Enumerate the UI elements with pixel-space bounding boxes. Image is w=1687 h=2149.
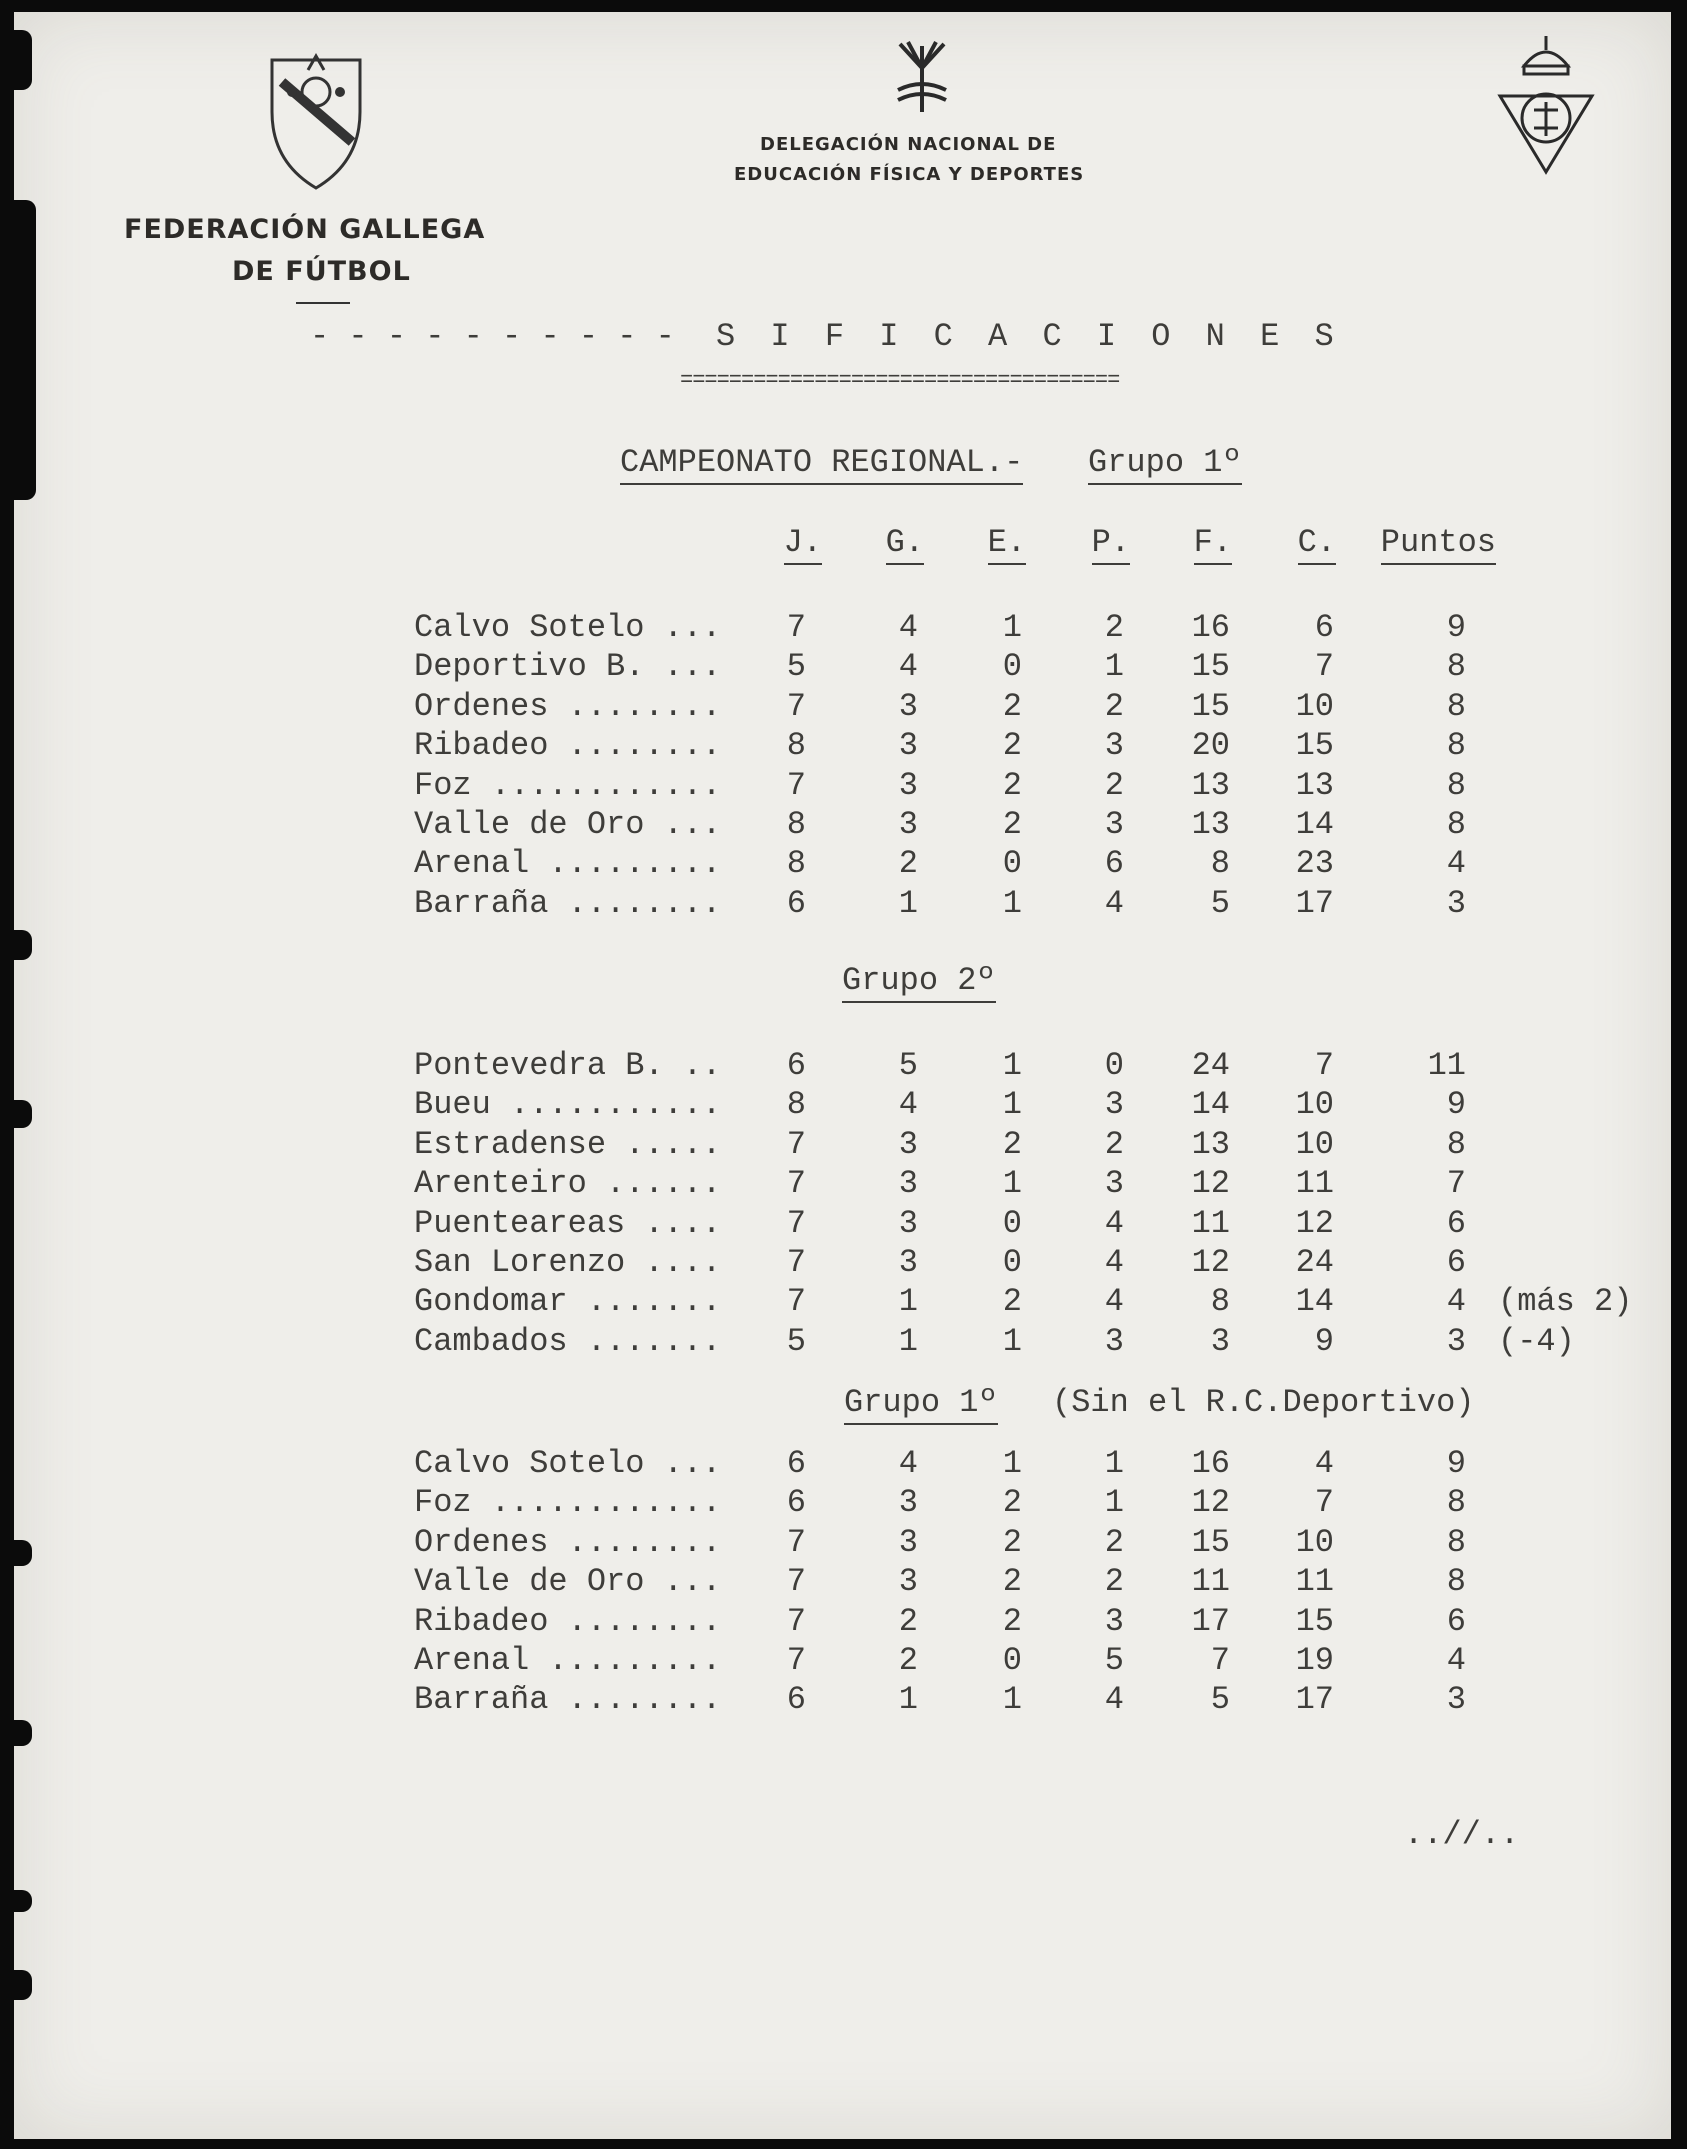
stat-cell-g: 3 [898,727,918,765]
stat-cell-g: 3 [898,766,918,804]
stat-cell-f: 15 [1191,1523,1230,1561]
points-note: (-4) [1498,1322,1575,1360]
title-dashes: - - - - - - - - - - [310,318,675,355]
stat-cell-e: 1 [1002,1165,1022,1203]
stat-cell-e: 2 [1002,687,1022,725]
stat-cell-e: 1 [1002,1047,1022,1084]
team-name: Ribadeo ........ [414,727,722,765]
stat-cell-c: 4 [1314,1445,1334,1482]
stat-cell-f: 3 [1210,1322,1230,1360]
stat-cell-g: 2 [898,1642,918,1679]
stat-cell-g: 2 [898,845,918,883]
stat-cell-f: 24 [1191,1047,1230,1084]
delegation-line1: DELEGACIÓN NACIONAL DE [760,134,1057,155]
stat-cell-p: 5 [1104,1642,1124,1679]
stat-cell-f: 15 [1191,687,1230,725]
stat-cell-f: 8 [1210,845,1230,883]
stat-cell-pts: 8 [1446,806,1466,843]
stat-cell-g: 4 [898,1086,918,1124]
stat-cell-f: 12 [1191,1165,1230,1203]
stat-cell-f: 15 [1191,648,1230,686]
stat-cell-f: 16 [1191,609,1230,646]
team-name: Valle de Oro ... [414,1563,722,1601]
stat-cell-pts: 4 [1446,1283,1466,1321]
stat-cell-f: 13 [1191,766,1230,804]
stat-cell-c: 19 [1295,1642,1334,1679]
stat-cell-j: 8 [786,845,806,883]
stat-cell-p: 2 [1104,1563,1124,1601]
stat-cell-f: 13 [1191,1125,1230,1163]
team-name: Valle de Oro ... [414,806,722,843]
team-name: Ordenes ........ [414,687,722,725]
title-double-rule: ==================================== [680,368,1120,393]
stat-cell-pts: 6 [1446,1244,1466,1281]
team-name: Calvo Sotelo ... [414,609,722,646]
federation-name-line1: FEDERACIÓN GALLEGA [124,214,486,245]
column-header: P. [1092,524,1130,565]
championship-title: CAMPEONATO REGIONAL.- [620,444,1023,485]
team-name: Calvo Sotelo ... [414,1445,722,1482]
column-header: G. [886,524,924,565]
stat-cell-p: 4 [1104,1681,1124,1719]
stat-cell-pts: 8 [1446,687,1466,725]
stat-cell-e: 1 [1002,1322,1022,1360]
stat-cell-p: 3 [1104,727,1124,765]
stat-cell-c: 7 [1314,1484,1334,1522]
stat-cell-p: 3 [1104,806,1124,843]
stat-cell-f: 12 [1191,1244,1230,1281]
stat-cell-j: 7 [786,1602,806,1640]
stat-cell-p: 4 [1104,1204,1124,1242]
team-name: Foz ............ [414,766,722,804]
stat-cell-e: 2 [1002,1484,1022,1522]
stat-cell-p: 3 [1104,1602,1124,1640]
stat-cell-c: 10 [1295,1523,1334,1561]
team-name: Bueu ........... [414,1086,722,1124]
stat-cell-pts: 7 [1446,1165,1466,1203]
divider [296,302,350,304]
points-note: (más 2) [1498,1283,1633,1321]
stat-cell-pts: 8 [1446,648,1466,686]
stat-cell-c: 24 [1295,1244,1334,1281]
stat-cell-j: 7 [786,1165,806,1203]
column-header: E. [988,524,1026,565]
stat-cell-c: 13 [1295,766,1334,804]
torn-edge [14,30,32,90]
stat-cell-p: 2 [1104,1523,1124,1561]
torn-edge [14,1970,32,2000]
team-name: Arenteiro ...... [414,1165,722,1203]
stat-cell-j: 8 [786,806,806,843]
stat-cell-c: 6 [1314,609,1334,646]
group-title: Grupo 1º [1088,444,1242,485]
team-name: Arenal ......... [414,1642,722,1679]
stat-cell-g: 1 [898,884,918,922]
stat-cell-e: 0 [1002,648,1022,686]
team-name: Arenal ......... [414,845,722,883]
stat-cell-e: 2 [1002,1563,1022,1601]
stat-cell-j: 7 [786,1204,806,1242]
stat-cell-p: 2 [1104,609,1124,646]
stat-cell-c: 10 [1295,687,1334,725]
stat-cell-c: 23 [1295,845,1334,883]
group-title: Grupo 1º [844,1384,998,1425]
column-header: Puntos [1381,524,1496,565]
stat-cell-g: 1 [898,1681,918,1719]
stat-cell-p: 2 [1104,687,1124,725]
stat-cell-p: 1 [1104,1445,1124,1482]
stat-cell-c: 7 [1314,648,1334,686]
stat-cell-e: 0 [1002,1204,1022,1242]
stat-cell-p: 4 [1104,1283,1124,1321]
stat-cell-g: 3 [898,1244,918,1281]
torn-edge [14,1890,32,1912]
stat-cell-pts: 9 [1446,609,1466,646]
stat-cell-e: 1 [1002,884,1022,922]
stat-cell-p: 6 [1104,845,1124,883]
stat-cell-f: 16 [1191,1445,1230,1482]
stat-cell-pts: 9 [1446,1445,1466,1482]
stat-cell-p: 3 [1104,1165,1124,1203]
stat-cell-j: 7 [786,766,806,804]
stat-cell-e: 1 [1002,1681,1022,1719]
stat-cell-pts: 6 [1446,1204,1466,1242]
stat-cell-f: 11 [1191,1204,1230,1242]
stat-cell-e: 2 [1002,1602,1022,1640]
column-header: J. [784,524,822,565]
continuation-mark: ..//.. [1404,1816,1520,1853]
stat-cell-j: 7 [786,1244,806,1281]
stat-cell-f: 13 [1191,806,1230,843]
team-name: Deportivo B. ... [414,648,722,686]
stat-cell-e: 0 [1002,845,1022,883]
stat-cell-pts: 8 [1446,727,1466,765]
stat-cell-g: 3 [898,1563,918,1601]
stat-cell-c: 11 [1295,1563,1334,1601]
stat-cell-pts: 3 [1446,1322,1466,1360]
stat-cell-f: 5 [1210,1681,1230,1719]
team-name: Gondomar ....... [414,1283,722,1321]
yoke-arrows-emblem [890,38,954,116]
stat-cell-c: 15 [1295,1602,1334,1640]
stat-cell-j: 5 [786,648,806,686]
stat-cell-j: 6 [786,1484,806,1522]
stat-cell-c: 14 [1295,806,1334,843]
stat-cell-e: 2 [1002,806,1022,843]
stat-cell-c: 17 [1295,1681,1334,1719]
stat-cell-pts: 8 [1446,1563,1466,1601]
torn-edge [14,1540,32,1566]
document-title: S I F I C A C I O N E S [716,318,1342,355]
stat-cell-g: 3 [898,1165,918,1203]
torn-edge [14,200,36,500]
stat-cell-g: 5 [898,1047,918,1084]
stat-cell-j: 7 [786,687,806,725]
stat-cell-c: 10 [1295,1125,1334,1163]
stat-cell-c: 15 [1295,727,1334,765]
stat-cell-e: 2 [1002,766,1022,804]
column-header: F. [1194,524,1232,565]
stat-cell-p: 1 [1104,648,1124,686]
stat-cell-g: 4 [898,648,918,686]
stat-cell-p: 2 [1104,1125,1124,1163]
stat-cell-g: 3 [898,1484,918,1522]
stat-cell-f: 7 [1210,1642,1230,1679]
team-name: Ordenes ........ [414,1523,722,1561]
stat-cell-p: 4 [1104,884,1124,922]
stat-cell-j: 7 [786,1642,806,1679]
stat-cell-c: 11 [1295,1165,1334,1203]
delegation-line2: EDUCACIÓN FÍSICA Y DEPORTES [734,164,1085,185]
stat-cell-f: 8 [1210,1283,1230,1321]
stat-cell-p: 2 [1104,766,1124,804]
stat-cell-pts: 4 [1446,845,1466,883]
stat-cell-j: 8 [786,727,806,765]
stat-cell-p: 0 [1104,1047,1124,1084]
stat-cell-j: 8 [786,1086,806,1124]
group-note: (Sin el R.C.Deportivo) [1052,1384,1475,1421]
stat-cell-e: 1 [1002,1445,1022,1482]
stat-cell-e: 2 [1002,727,1022,765]
team-name: Foz ............ [414,1484,722,1522]
team-name: Puenteareas .... [414,1204,722,1242]
stat-cell-pts: 8 [1446,766,1466,804]
stat-cell-c: 14 [1295,1283,1334,1321]
team-name: Pontevedra B. .. [414,1047,722,1084]
torn-edge [14,1720,32,1746]
team-name: San Lorenzo .... [414,1244,722,1281]
stat-cell-c: 12 [1295,1204,1334,1242]
stat-cell-g: 3 [898,1523,918,1561]
federation-name-line2: DE FÚTBOL [232,256,411,287]
stat-cell-p: 3 [1104,1086,1124,1124]
stat-cell-pts: 6 [1446,1602,1466,1640]
team-name: Barraña ........ [414,884,722,922]
team-name: Barraña ........ [414,1681,722,1719]
stat-cell-e: 1 [1002,1086,1022,1124]
stat-cell-e: 0 [1002,1642,1022,1679]
stat-cell-pts: 8 [1446,1484,1466,1522]
stat-cell-pts: 8 [1446,1125,1466,1163]
stat-cell-e: 1 [1002,609,1022,646]
stat-cell-pts: 8 [1446,1523,1466,1561]
stat-cell-g: 3 [898,1204,918,1242]
stat-cell-j: 7 [786,1283,806,1321]
team-name: Estradense ..... [414,1125,722,1163]
stat-cell-c: 7 [1314,1047,1334,1084]
stat-cell-f: 12 [1191,1484,1230,1522]
torn-edge [14,1100,32,1128]
stat-cell-f: 20 [1191,727,1230,765]
stat-cell-e: 2 [1002,1283,1022,1321]
stat-cell-e: 0 [1002,1244,1022,1281]
stat-cell-j: 7 [786,1523,806,1561]
stat-cell-c: 17 [1295,884,1334,922]
stat-cell-c: 9 [1314,1322,1334,1360]
team-name: Cambados ....... [414,1322,722,1360]
stat-cell-f: 5 [1210,884,1230,922]
stat-cell-j: 7 [786,1563,806,1601]
stat-cell-f: 17 [1191,1602,1230,1640]
stat-cell-f: 14 [1191,1086,1230,1124]
stat-cell-g: 2 [898,1602,918,1640]
stat-cell-pts: 3 [1446,884,1466,922]
stat-cell-p: 3 [1104,1322,1124,1360]
stat-cell-pts: 11 [1427,1047,1466,1084]
stat-cell-g: 4 [898,1445,918,1482]
stat-cell-j: 6 [786,884,806,922]
stat-cell-j: 6 [786,1681,806,1719]
stat-cell-pts: 9 [1446,1086,1466,1124]
team-name: Ribadeo ........ [414,1602,722,1640]
stat-cell-pts: 3 [1446,1681,1466,1719]
torn-edge [14,930,32,960]
stat-cell-c: 10 [1295,1086,1334,1124]
stat-cell-pts: 4 [1446,1642,1466,1679]
stat-cell-g: 3 [898,687,918,725]
stat-cell-j: 7 [786,609,806,646]
stat-cell-e: 2 [1002,1125,1022,1163]
stat-cell-g: 3 [898,806,918,843]
stat-cell-j: 7 [786,1125,806,1163]
stat-cell-j: 6 [786,1445,806,1482]
stat-cell-g: 1 [898,1322,918,1360]
stat-cell-f: 11 [1191,1563,1230,1601]
stat-cell-e: 2 [1002,1523,1022,1561]
group-title: Grupo 2º [842,962,996,1003]
stat-cell-p: 4 [1104,1244,1124,1281]
stat-cell-p: 1 [1104,1484,1124,1522]
column-header: C. [1298,524,1336,565]
crowned-football-federation-emblem [1494,32,1598,178]
stat-cell-g: 1 [898,1283,918,1321]
stat-cell-g: 3 [898,1125,918,1163]
stat-cell-j: 6 [786,1047,806,1084]
federation-shield-logo [268,52,364,192]
stat-cell-j: 5 [786,1322,806,1360]
stat-cell-g: 4 [898,609,918,646]
